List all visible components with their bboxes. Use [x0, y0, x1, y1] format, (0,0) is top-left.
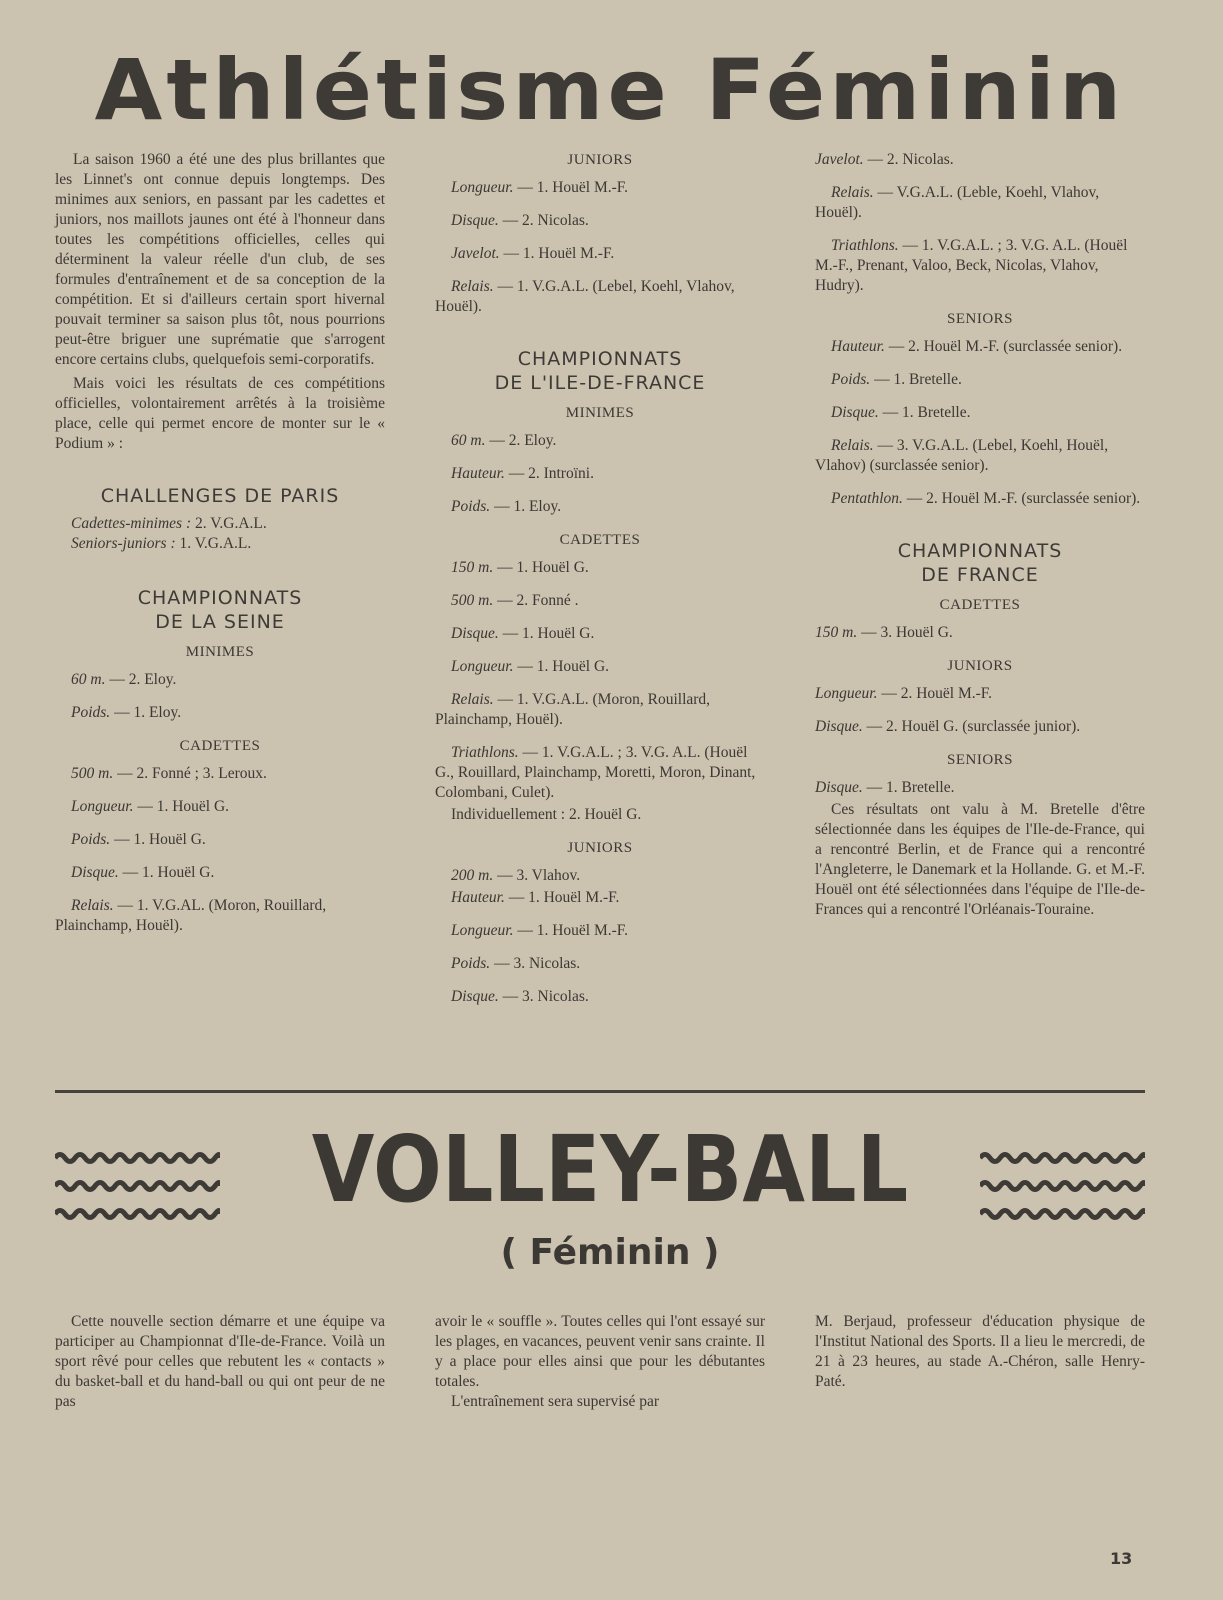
volley-paragraph: Cette nouvelle section démarre et une équipe va participer au Championnat d'Ile-de-France. Voilà un sport rêvé pour celles que rebutent les « contacts » du basket-ball et du hand-ball ou qui ont peur de ne pas	[55, 1313, 385, 1410]
result-item: Poids. — 1. Bretelle.	[831, 371, 962, 388]
wave-ornament-right	[980, 1148, 1145, 1226]
section-divider	[55, 1090, 1145, 1093]
result-item: 150 m. — 1. Houël G.	[451, 559, 589, 576]
result-item: Disque. — 1. Houël G.	[71, 864, 215, 881]
result-item: Disque. — 1. Bretelle.	[815, 779, 955, 796]
result-item: Hauteur. — 2. Houël M.-F. (surclassée senior).	[831, 338, 1123, 355]
result-item: Disque. — 1. Bretelle.	[831, 404, 971, 421]
result-item: Relais. — 1. V.G.A.L. (Lebel, Koehl, Vlahov, Houël).	[435, 278, 735, 315]
page-number: 13	[1110, 1549, 1133, 1568]
result-item: Poids. — 3. Nicolas.	[451, 955, 581, 972]
volley-title: VOLLEY-BALL	[311, 1116, 909, 1223]
column-1	[55, 150, 385, 949]
subsection-cadettes: CADETTES	[179, 738, 261, 754]
result-item: 150 m. — 3. Houël G.	[815, 624, 953, 641]
result-item: 500 m. — 2. Fonné .	[451, 592, 579, 609]
closing-paragraph: Ces résultats ont valu à M. Bretelle d'être sélectionnée dans les équipes de l'Ile-de-France, qui a rencontré Berlin, et de France qui a rencontré l'Angleterre, le Danemark et la Hollande. G. et M.-F. Houël ont été sélectionnées dans l'équipe de l'Ile-de-Frances qui a rencontré l'Orléanais-Touraine.	[815, 801, 1145, 918]
section-title-seine: CHAMPIONNATS DE LA SEINE	[137, 587, 303, 633]
result-item: 500 m. — 2. Fonné ; 3. Leroux.	[71, 765, 267, 782]
result-item: Pentathlon. — 2. Houël M.-F. (surclassée senior).	[831, 490, 1141, 507]
result-item: Relais. — 1. V.G.A.L. (Moron, Rouillard, Plainchamp, Houël).	[435, 691, 711, 728]
result-item: Longueur. — 1. Houël M.-F.	[451, 179, 629, 196]
intro-paragraph: La saison 1960 a été une des plus brillantes que les Linnet's ont connue depuis longtemps. Des minimes aux seniors, en passant par les cadettes et juniors, nos maillots jaunes ont été à l'honneur dans toutes les compétitions officielles, celles qui déterminent la valeur réelle d'un club, de ses formules d'entraînement et de sa conception de la compétition. Et si d'ailleurs certain sport hivernal pouvait terminer sa saison plus tôt, nous pourrions peut-être briguer une suprématie que s'arrogent encore certains clubs, quelquefois semi-corporatifs.	[55, 151, 385, 368]
result-item: Longueur. — 1. Houël M.-F.	[451, 922, 629, 939]
result-item: Disque. — 1. Houël G.	[451, 625, 595, 642]
result-item: Longueur. — 1. Houël G.	[71, 798, 230, 815]
result-item: Triathlons. — 1. V.G.A.L. ; 3. V.G. A.L. (Houël G., Rouillard, Plainchamp, Moretti, Moron, Dinant, Colombani, Culet).	[435, 744, 756, 801]
result-item: Relais. — 1. V.G.AL. (Moron, Rouillard, Plainchamp, Houël).	[55, 897, 327, 934]
result-item: Javelot. — 1. Houël M.-F.	[451, 245, 615, 262]
result-item: Longueur. — 2. Houël M.-F.	[815, 685, 993, 702]
list-item: Seniors-juniors : 1. V.G.A.L.	[71, 535, 252, 552]
result-item: Poids. — 1. Eloy.	[451, 498, 562, 515]
section-title-challenges: CHALLENGES DE PARIS	[100, 485, 340, 507]
result-item: Longueur. — 1. Houël G.	[451, 658, 610, 675]
subsection-cadettes: CADETTES	[939, 597, 1021, 613]
intro-text	[55, 150, 385, 454]
result-item: Hauteur. — 1. Houël M.-F.	[451, 889, 620, 906]
volley-column-1	[55, 1312, 385, 1412]
result-item: Javelot. — 2. Nicolas.	[815, 151, 954, 168]
page-title: Athlétisme Féminin	[94, 41, 1126, 139]
subsection-minimes: MINIMES	[565, 405, 635, 421]
result-item: Disque. — 2. Houël G. (surclassée junior).	[815, 718, 1081, 735]
column-3	[815, 150, 1145, 920]
volley-column-3	[815, 1312, 1145, 1392]
result-item: Disque. — 2. Nicolas.	[451, 212, 589, 229]
subsection-juniors: JUNIORS	[947, 658, 1013, 674]
result-item: Relais. — V.G.A.L. (Leble, Koehl, Vlahov, Houël).	[815, 184, 1100, 221]
result-item: Individuellement : 2. Houël G.	[451, 806, 642, 823]
result-item: Hauteur. — 2. Introïni.	[451, 465, 594, 482]
wave-ornament-left	[55, 1148, 220, 1226]
list-item: Cadettes-minimes : 2. V.G.A.L.	[71, 515, 267, 532]
result-item: 200 m. — 3. Vlahov.	[451, 867, 581, 884]
section-title-idf: CHAMPIONNATS DE L'ILE-DE-FRANCE	[494, 348, 706, 394]
result-item: Disque. — 3. Nicolas.	[451, 988, 589, 1005]
column-2	[435, 150, 765, 1020]
result-item: Poids. — 1. Eloy.	[71, 704, 182, 721]
result-item: 60 m. — 2. Eloy.	[71, 671, 177, 688]
intro-paragraph: Mais voici les résultats de ces compétitions officielles, volontairement arrêtés à la troisième place, celle qui permet encore de monter sur le « Podium » :	[55, 375, 385, 452]
subsection-minimes: MINIMES	[185, 644, 255, 660]
subsection-juniors: JUNIORS	[567, 152, 633, 168]
volley-paragraph: L'entraînement sera supervisé par	[451, 1393, 660, 1410]
subsection-cadettes: CADETTES	[559, 532, 641, 548]
volley-column-2	[435, 1312, 765, 1412]
subsection-seniors: SENIORS	[946, 752, 1013, 768]
subsection-juniors: JUNIORS	[567, 840, 633, 856]
volley-paragraph: M. Berjaud, professeur d'éducation physique de l'Institut National des Sports. Il a lieu le mercredi, de 21 à 23 heures, au stade A.-Chéron, salle Henry-Paté.	[815, 1313, 1145, 1390]
subsection-seniors: SENIORS	[946, 311, 1013, 327]
result-item: 60 m. — 2. Eloy.	[451, 432, 557, 449]
challenges-list	[55, 514, 385, 554]
volley-subtitle: ( Féminin )	[500, 1232, 720, 1273]
result-item: Triathlons. — 1. V.G.A.L. ; 3. V.G. A.L. (Houël M.-F., Prenant, Valoo, Beck, Nicolas, Vlahov, Hudry).	[815, 237, 1128, 294]
section-title-france: CHAMPIONNATS DE FRANCE	[897, 540, 1063, 586]
volley-paragraph: avoir le « souffle ». Toutes celles qui l'ont essayé sur les plages, en vacances, peuvent venir sans crainte. Il y a place pour elles ainsi que pour les débutantes totales.	[435, 1313, 765, 1390]
result-item: Poids. — 1. Houël G.	[71, 831, 206, 848]
result-item: Relais. — 3. V.G.A.L. (Lebel, Koehl, Houël, Vlahov) (surclassée senior).	[815, 437, 1109, 474]
